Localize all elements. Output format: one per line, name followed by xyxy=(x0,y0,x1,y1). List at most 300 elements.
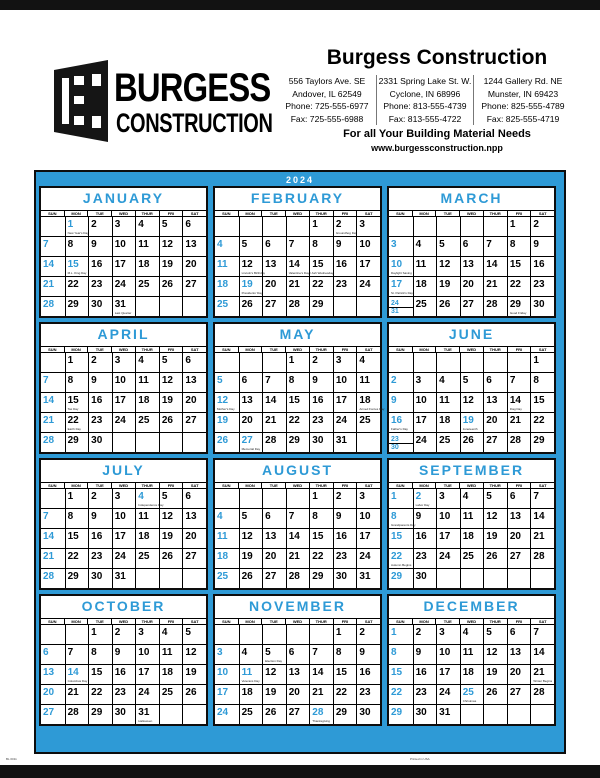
day-number: 17 xyxy=(415,415,427,426)
weekday-label: FRI xyxy=(507,618,531,624)
day-number: 19 xyxy=(241,551,253,562)
day-number: 5 xyxy=(161,355,168,366)
day-cell xyxy=(483,488,507,508)
day-number: 28 xyxy=(288,299,300,310)
day-number: 17 xyxy=(335,395,347,406)
day-number: 6 xyxy=(265,239,271,250)
day-cell xyxy=(483,372,507,392)
day-cell xyxy=(135,508,159,528)
day-number: 9 xyxy=(335,511,342,522)
day-number: 23 xyxy=(114,687,126,698)
day-cell xyxy=(436,644,460,664)
day-number: 27 xyxy=(265,571,277,582)
day-number: 9 xyxy=(391,395,397,406)
day-cell xyxy=(112,216,136,236)
day-number: 3 xyxy=(415,375,422,386)
day-number: 10 xyxy=(359,511,371,522)
day-number: 27 xyxy=(509,687,521,698)
weekday-label: TUE xyxy=(261,482,285,488)
day-number: 22 xyxy=(391,687,403,698)
day-cell xyxy=(135,568,159,588)
day-number: 18 xyxy=(138,395,150,406)
day-cell xyxy=(88,488,112,508)
day-cell xyxy=(460,704,484,724)
day-number: 23 xyxy=(415,551,427,562)
day-number: 3 xyxy=(359,491,365,502)
day-cell xyxy=(159,548,183,568)
day-cell xyxy=(65,432,89,452)
weekday-label: WED xyxy=(285,482,309,488)
weekday-label: SAT xyxy=(356,210,380,216)
day-number: 17 xyxy=(114,531,126,542)
day-number: 7 xyxy=(67,647,74,658)
day-cell xyxy=(239,352,263,372)
weekday-label: SUN xyxy=(41,618,64,624)
day-cell xyxy=(436,684,460,704)
weekday-label: TUE xyxy=(87,618,111,624)
day-cell xyxy=(65,488,89,508)
day-number: 14 xyxy=(265,395,277,406)
day-number: 19 xyxy=(161,395,173,406)
day-cell xyxy=(239,704,263,724)
day-cell xyxy=(309,508,333,528)
day-cell xyxy=(239,644,263,664)
day-cell xyxy=(530,488,554,508)
day-cell xyxy=(413,296,437,316)
day-cell xyxy=(182,392,206,412)
day-number: 9 xyxy=(91,511,97,522)
day-number: 2 xyxy=(91,355,97,366)
day-cell xyxy=(507,624,531,644)
weekday-label: SAT xyxy=(356,618,380,624)
day-number: 29 xyxy=(391,571,403,582)
day-note: Juneteenth xyxy=(462,426,478,431)
day-number: 18 xyxy=(161,667,173,678)
day-cell xyxy=(483,704,507,724)
day-cell xyxy=(135,664,159,684)
day-number: 19 xyxy=(265,687,277,698)
day-number: 21 xyxy=(265,415,277,426)
day-cell xyxy=(112,372,136,392)
day-number: 19 xyxy=(486,667,498,678)
day-cell xyxy=(436,276,460,296)
day-cell xyxy=(309,256,333,276)
address-block-munster xyxy=(475,75,571,125)
day-number: 24 xyxy=(439,551,451,562)
day-number: 22 xyxy=(67,551,79,562)
day-grid xyxy=(215,488,380,588)
day-number: 7 xyxy=(533,491,539,502)
day-cell xyxy=(333,256,357,276)
day-cell xyxy=(286,352,310,372)
day-cell xyxy=(460,432,484,452)
day-number: 5 xyxy=(161,219,168,230)
day-cell xyxy=(530,548,554,568)
day-number: 3 xyxy=(439,491,445,502)
day-cell xyxy=(333,412,357,432)
day-note: Veterans Day xyxy=(241,678,260,683)
day-number: 4 xyxy=(241,647,248,658)
day-note: Halloween xyxy=(138,718,153,723)
day-note: Mother's Day xyxy=(217,406,235,411)
day-number: 14 xyxy=(43,531,55,542)
day-number: 1 xyxy=(312,219,318,230)
day-cell xyxy=(530,508,554,528)
day-number: 9 xyxy=(335,239,342,250)
weekday-label: TUE xyxy=(87,210,111,216)
day-cell xyxy=(389,684,413,704)
day-number: 26 xyxy=(161,551,173,562)
day-number: 31 xyxy=(439,707,451,718)
day-cell xyxy=(215,352,239,372)
day-cell xyxy=(356,568,380,588)
day-cell xyxy=(215,236,239,256)
day-number: 4 xyxy=(462,627,469,638)
weekday-label: TUE xyxy=(261,346,285,352)
weekday-label: SAT xyxy=(182,346,206,352)
day-number: 26 xyxy=(241,299,253,310)
day-cell xyxy=(460,644,484,664)
day-number: 13 xyxy=(43,667,55,678)
day-number: 13 xyxy=(509,511,521,522)
day-cell xyxy=(333,488,357,508)
address-phone: Phone: 725-555-6977 xyxy=(285,101,369,111)
month-march xyxy=(387,186,556,318)
day-number: 31 xyxy=(391,307,399,315)
day-grid xyxy=(389,352,554,452)
day-cell xyxy=(65,276,89,296)
weekday-label: FRI xyxy=(507,482,531,488)
day-cell xyxy=(112,568,136,588)
month-november xyxy=(213,594,382,726)
day-number: 15 xyxy=(391,531,403,542)
day-number: 8 xyxy=(533,375,539,386)
day-grid xyxy=(389,488,554,588)
month-name: APRIL xyxy=(97,326,150,342)
day-cell xyxy=(356,412,380,432)
day-cell xyxy=(483,352,507,372)
day-number: 13 xyxy=(509,647,521,658)
day-note: Armed Forces Day xyxy=(359,406,385,411)
day-number: 11 xyxy=(415,259,427,270)
weekday-label: SAT xyxy=(182,482,206,488)
day-cell xyxy=(436,568,460,588)
day-cell xyxy=(507,216,531,236)
day-cell xyxy=(530,432,554,452)
day-cell xyxy=(460,392,484,412)
day-cell xyxy=(507,256,531,276)
day-number: 3 xyxy=(138,627,144,638)
day-cell xyxy=(507,372,531,392)
day-number: 21 xyxy=(533,667,545,678)
day-cell xyxy=(135,644,159,664)
month-june xyxy=(387,322,556,454)
weekday-label: SAT xyxy=(356,482,380,488)
day-number: 5 xyxy=(486,491,492,502)
day-cell xyxy=(413,684,437,704)
day-number: 30 xyxy=(312,435,324,446)
day-cell xyxy=(483,684,507,704)
day-number: 7 xyxy=(43,239,49,250)
day-number: 9 xyxy=(359,647,365,658)
day-number: 29 xyxy=(312,571,324,582)
day-number: 21 xyxy=(312,687,324,698)
day-number: 29 xyxy=(509,299,521,310)
day-cell xyxy=(65,704,89,724)
day-cell xyxy=(413,664,437,684)
day-cell xyxy=(356,392,385,412)
day-cell xyxy=(41,644,65,664)
day-number: 30 xyxy=(533,299,545,310)
day-cell xyxy=(389,256,413,276)
day-grid xyxy=(215,624,380,724)
month-name: SEPTEMBER xyxy=(418,462,525,478)
day-number: 6 xyxy=(185,355,191,366)
day-number: 22 xyxy=(288,415,300,426)
day-grid xyxy=(215,216,380,316)
day-number: 21 xyxy=(288,551,300,562)
day-cell xyxy=(356,236,380,256)
day-number: 12 xyxy=(161,239,173,250)
day-number: 12 xyxy=(217,395,229,406)
day-cell xyxy=(530,216,554,236)
day-cell xyxy=(135,412,159,432)
day-cell xyxy=(239,236,263,256)
day-cell xyxy=(333,664,357,684)
day-number: 5 xyxy=(161,491,168,502)
day-cell xyxy=(460,528,484,548)
day-cell xyxy=(309,684,333,704)
day-cell xyxy=(182,216,206,236)
day-cell xyxy=(215,216,239,236)
day-number: 12 xyxy=(185,647,197,658)
month-february xyxy=(213,186,382,318)
day-number: 16 xyxy=(359,667,371,678)
day-number: 16 xyxy=(91,395,103,406)
day-number: 6 xyxy=(265,511,271,522)
day-cell xyxy=(530,568,554,588)
day-grid xyxy=(41,624,206,724)
day-cell xyxy=(65,664,89,684)
weekday-label: SUN xyxy=(215,210,238,216)
day-cell xyxy=(112,392,136,412)
day-cell xyxy=(239,432,263,452)
day-number: 4 xyxy=(138,491,144,502)
day-cell xyxy=(286,644,310,664)
day-cell xyxy=(135,684,159,704)
day-cell xyxy=(460,684,484,704)
day-cell xyxy=(135,236,159,256)
day-cell xyxy=(262,644,286,664)
day-cell xyxy=(159,508,183,528)
day-cell xyxy=(309,644,333,664)
day-number: 23 xyxy=(335,279,347,290)
day-cell xyxy=(215,432,239,452)
day-number: 17 xyxy=(359,259,371,270)
day-cell xyxy=(460,548,484,568)
day-number: 30 xyxy=(415,707,427,718)
day-cell xyxy=(460,296,484,316)
address-fax: Fax: 725-555-6988 xyxy=(290,113,364,124)
logo-word-construction: CONSTRUCTION xyxy=(116,108,273,138)
day-cell xyxy=(41,296,65,316)
day-cell xyxy=(530,372,554,392)
day-cell xyxy=(333,216,357,236)
weekday-label: SUN xyxy=(215,346,238,352)
day-cell xyxy=(483,508,507,528)
day-cell xyxy=(182,372,206,392)
day-number: 1 xyxy=(509,219,516,230)
weekday-label: FRI xyxy=(333,210,357,216)
day-number: 30 xyxy=(91,435,103,446)
day-number: 2 xyxy=(114,627,121,638)
day-cell xyxy=(41,528,65,548)
day-number: 5 xyxy=(462,375,469,386)
day-cell xyxy=(436,372,460,392)
day-number: 21 xyxy=(533,531,545,542)
day-number: 19 xyxy=(486,531,498,542)
day-cell xyxy=(309,352,333,372)
month-name: JULY xyxy=(102,462,145,478)
day-cell xyxy=(309,276,333,296)
day-number: 20 xyxy=(241,415,253,426)
weekday-label: WED xyxy=(285,210,309,216)
day-number: 2 xyxy=(312,355,318,366)
weekday-label: TUE xyxy=(87,482,111,488)
day-number: 28 xyxy=(43,571,55,582)
day-number: 21 xyxy=(288,279,300,290)
weekday-label: WED xyxy=(459,482,483,488)
day-number: 27 xyxy=(185,415,197,426)
day-cell xyxy=(413,508,437,528)
month-april xyxy=(39,322,208,454)
day-cell xyxy=(483,548,507,568)
weekday-label: TUE xyxy=(435,346,459,352)
day-cell xyxy=(436,508,460,528)
day-number: 16 xyxy=(335,259,347,270)
day-number: 19 xyxy=(185,667,197,678)
day-number: 11 xyxy=(138,375,149,386)
day-cell xyxy=(436,432,460,452)
day-number: 23 xyxy=(312,415,324,426)
address-street: 1244 Gallery Rd. NE xyxy=(483,76,563,86)
day-number: 10 xyxy=(114,239,126,250)
day-cell xyxy=(41,664,65,684)
day-note: Last Quarter xyxy=(114,310,132,315)
day-cell xyxy=(41,432,65,452)
day-note: Thanksgiving xyxy=(312,718,330,723)
day-cell xyxy=(483,528,507,548)
day-note: M.L. King Day xyxy=(67,270,87,275)
day-note: Grandparents Day xyxy=(391,522,416,527)
day-cell xyxy=(65,392,89,412)
day-number: 14 xyxy=(288,531,300,542)
day-number: 27 xyxy=(462,299,474,310)
day-number: 9 xyxy=(91,375,97,386)
day-cell xyxy=(356,276,380,296)
weekday-label: SUN xyxy=(41,482,64,488)
day-cell xyxy=(112,664,136,684)
day-number: 22 xyxy=(391,551,403,562)
day-number: 17 xyxy=(217,687,229,698)
month-name: AUGUST xyxy=(261,462,334,478)
day-number: 25 xyxy=(217,299,229,310)
day-cell xyxy=(159,236,183,256)
day-number: 28 xyxy=(288,571,300,582)
day-number: 15 xyxy=(312,259,324,270)
day-cell xyxy=(112,296,136,316)
day-cell xyxy=(41,624,65,644)
print-code: BL 0011 xyxy=(6,757,17,761)
month-september xyxy=(387,458,556,590)
day-cell xyxy=(309,236,333,256)
weekday-label: FRI xyxy=(159,210,183,216)
day-number: 13 xyxy=(486,395,498,406)
day-cell xyxy=(507,568,531,588)
day-number: 25 xyxy=(462,551,474,562)
day-cell xyxy=(159,704,183,724)
day-cell xyxy=(41,216,65,236)
day-cell xyxy=(413,624,437,644)
day-cell xyxy=(333,276,357,296)
day-number: 12 xyxy=(241,259,253,270)
weekday-label: FRI xyxy=(333,346,357,352)
day-cell xyxy=(356,432,380,452)
day-number: 6 xyxy=(43,647,49,658)
day-cell xyxy=(41,412,65,432)
day-cell xyxy=(356,372,380,392)
bc-monogram-icon xyxy=(50,58,112,146)
day-number: 30 xyxy=(335,571,347,582)
day-number: 20 xyxy=(486,415,498,426)
day-number: 19 xyxy=(217,415,229,426)
day-number: 26 xyxy=(161,279,173,290)
day-note: Independence Day xyxy=(138,502,164,507)
weekday-label: SAT xyxy=(530,618,554,624)
day-cell xyxy=(356,644,380,664)
day-cell xyxy=(413,392,437,412)
day-number: 8 xyxy=(288,375,295,386)
day-number: 23 xyxy=(91,415,103,426)
day-cell xyxy=(286,548,310,568)
weekday-label: WED xyxy=(111,210,135,216)
day-cell xyxy=(436,488,460,508)
day-cell xyxy=(436,296,460,316)
day-cell xyxy=(389,528,413,548)
day-cell xyxy=(88,276,112,296)
print-note: Printed in USA xyxy=(410,757,430,761)
day-number: 26 xyxy=(439,299,451,310)
day-cell xyxy=(41,372,65,392)
weekday-label: MON xyxy=(64,618,88,624)
day-cell xyxy=(182,684,206,704)
day-number: 18 xyxy=(241,687,253,698)
day-cell xyxy=(389,432,413,452)
day-number: 18 xyxy=(217,551,229,562)
day-cell xyxy=(286,216,310,236)
day-cell xyxy=(135,296,159,316)
day-number: 10 xyxy=(415,395,427,406)
day-cell xyxy=(65,296,89,316)
day-cell xyxy=(333,528,357,548)
day-cell xyxy=(530,236,554,256)
weekday-label: TUE xyxy=(261,210,285,216)
day-cell xyxy=(309,216,333,236)
day-cell xyxy=(239,664,263,684)
day-number: 22 xyxy=(533,415,545,426)
day-number: 24 xyxy=(114,415,126,426)
day-cell xyxy=(262,432,286,452)
